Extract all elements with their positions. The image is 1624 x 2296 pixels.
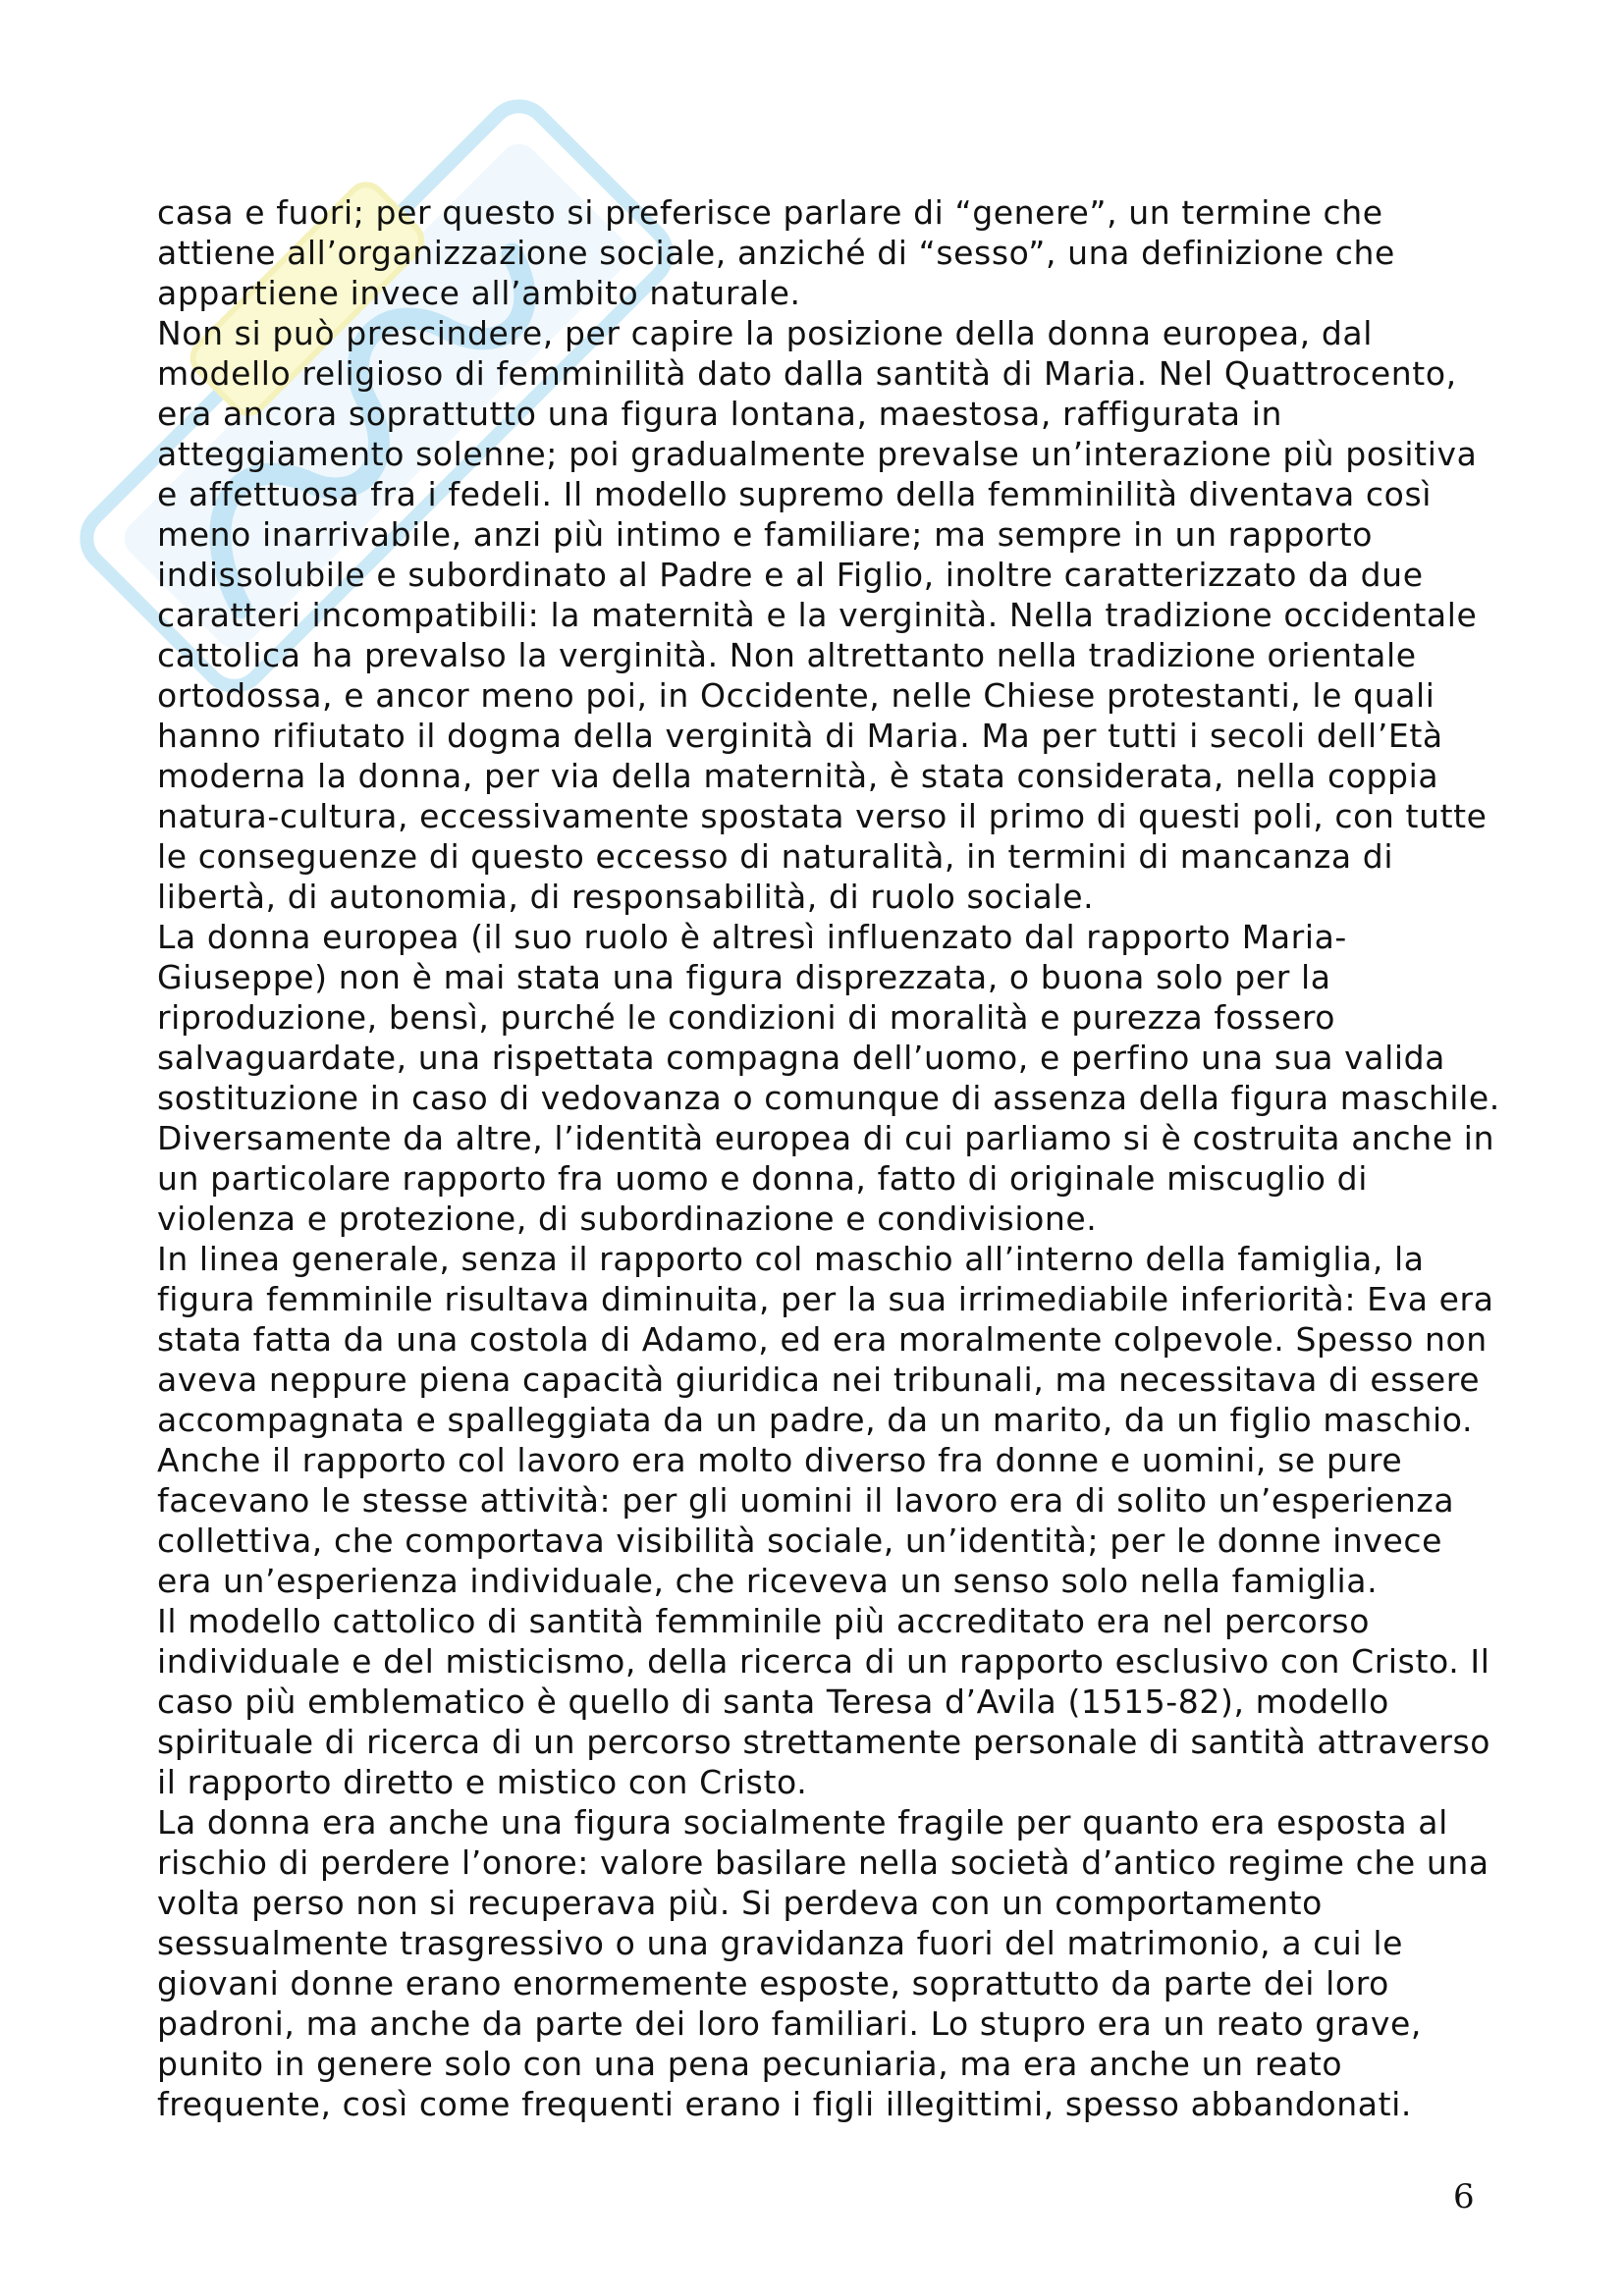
paragraph [157, 917, 1500, 1239]
text-line: Non si può prescindere, per capire la posizione della donna europea, dal [157, 314, 1373, 352]
text-line: caratteri incompatibili: la maternità e la verginità. Nella tradizione occidentale [157, 596, 1478, 634]
text-line: Il modello cattolico di santità femminile più accreditato era nel percorso [157, 1602, 1371, 1640]
text-line: spirituale di ricerca di un percorso strettamente personale di santità attraverso [157, 1723, 1491, 1761]
text-line: padroni, ma anche da parte dei loro familiari. Lo stupro era un reato grave, [157, 2004, 1422, 2043]
text-line: stata fatta da una costola di Adamo, ed era moralmente colpevole. Spesso non [157, 1320, 1488, 1359]
text-line: il rapporto diretto e mistico con Cristo. [157, 1763, 808, 1801]
text-line: modello religioso di femminilità dato dalla santità di Maria. Nel Quattrocento, [157, 354, 1457, 393]
text-line: accompagnata e spalleggiata da un padre, da un marito, da un figlio maschio. [157, 1401, 1474, 1439]
text-line: sostituzione in caso di vedovanza o comunque di assenza della figura maschile. [157, 1079, 1500, 1117]
text-line: La donna era anche una figura socialmente fragile per quanto era esposta al [157, 1803, 1448, 1842]
text-line: punito in genere solo con una pena pecuniaria, ma era anche un reato [157, 2045, 1343, 2083]
text-line: atteggiamento solenne; poi gradualmente prevalse un’interazione più positiva [157, 435, 1478, 473]
paragraph [157, 1802, 1489, 2124]
text-line: le conseguenze di questo eccesso di naturalità, in termini di mancanza di [157, 837, 1394, 876]
text-line: cattolica ha prevalso la verginità. Non altrettanto nella tradizione orientale [157, 636, 1417, 674]
text-line: volta perso non si recuperava più. Si perdeva con un comportamento [157, 1884, 1323, 1922]
text-line: attiene all’organizzazione sociale, anziché di “sesso”, una definizione che [157, 234, 1395, 272]
page-number: 6 [1453, 2177, 1475, 2216]
text-line: libertà, di autonomia, di responsabilità, di ruolo sociale. [157, 878, 1095, 916]
text-line: facevano le stesse attività: per gli uomini il lavoro era di solito un’esperienza [157, 1481, 1455, 1520]
paragraph [157, 1239, 1494, 1440]
text-line: hanno rifiutato il dogma della verginità di Maria. Ma per tutti i secoli dell’Età [157, 717, 1443, 755]
text-line: La donna europea (il suo ruolo è altresì influenzato dal rapporto Maria- [157, 918, 1347, 956]
text-line: e affettuosa fra i fedeli. Il modello supremo della femminilità diventava così [157, 475, 1433, 513]
text-line: violenza e protezione, di subordinazione e condivisione. [157, 1200, 1098, 1238]
text-line: Anche il rapporto col lavoro era molto diverso fra donne e uomini, se pure [157, 1441, 1403, 1479]
text-line: moderna la donna, per via della maternità, è stata considerata, nella coppia [157, 757, 1439, 795]
paragraph [157, 313, 1488, 917]
text-line: riproduzione, bensì, purché le condizioni di moralità e purezza fossero [157, 998, 1336, 1037]
text-line: Giuseppe) non è mai stata una figura disprezzata, o buona solo per la [157, 958, 1331, 996]
text-line: aveva neppure piena capacità giuridica nei tribunali, ma necessitava di essere [157, 1361, 1481, 1399]
text-line: meno inarrivabile, anzi più intimo e familiare; ma sempre in un rapporto [157, 515, 1374, 554]
text-line: caso più emblematico è quello di santa Teresa d’Avila (1515-82), modello [157, 1682, 1389, 1721]
text-line: In linea generale, senza il rapporto col maschio all’interno della famiglia, la [157, 1240, 1425, 1278]
text-line: natura-cultura, eccessivamente spostata verso il primo di questi poli, con tutte [157, 797, 1488, 835]
text-line: indissolubile e subordinato al Padre e al Figlio, inoltre caratterizzato da due [157, 556, 1424, 594]
text-line: ortodossa, e ancor meno poi, in Occidente, nelle Chiese protestanti, le quali [157, 676, 1435, 715]
text-line: sessualmente trasgressivo o una gravidanza fuori del matrimonio, a cui le [157, 1924, 1404, 1962]
text-line: giovani donne erano enormemente esposte, soprattutto da parte dei loro [157, 1964, 1389, 2002]
text-line: casa e fuori; per questo si preferisce parlare di “genere”, un termine che [157, 193, 1383, 232]
paragraph [157, 1601, 1491, 1802]
text-line: era ancora soprattutto una figura lontana, maestosa, raffigurata in [157, 395, 1282, 433]
paragraph [157, 1440, 1478, 1601]
text-line: rischio di perdere l’onore: valore basilare nella società d’antico regime che una [157, 1843, 1489, 1882]
text-line: Diversamente da altre, l’identità europea di cui parliamo si è costruita anche in [157, 1119, 1495, 1157]
text-line: salvaguardate, una rispettata compagna dell’uomo, e perfino una sua valida [157, 1039, 1445, 1077]
body-text [157, 192, 1500, 2124]
text-line: era un’esperienza individuale, che riceveva un senso solo nella famiglia. [157, 1562, 1379, 1600]
paragraph [157, 192, 1478, 313]
text-line: un particolare rapporto fra uomo e donna, fatto di originale miscuglio di [157, 1159, 1368, 1198]
text-line: frequente, così come frequenti erano i figli illegittimi, spesso abbandonati. [157, 2085, 1412, 2123]
text-line: appartiene invece all’ambito naturale. [157, 274, 801, 312]
text-line: collettiva, che comportava visibilità sociale, un’identità; per le donne invece [157, 1522, 1443, 1560]
text-line: individuale e del misticismo, della ricerca di un rapporto esclusivo con Cristo. Il [157, 1642, 1490, 1681]
text-line: figura femminile risultava diminuita, per la sua irrimediabile inferiorità: Eva era [157, 1280, 1494, 1318]
